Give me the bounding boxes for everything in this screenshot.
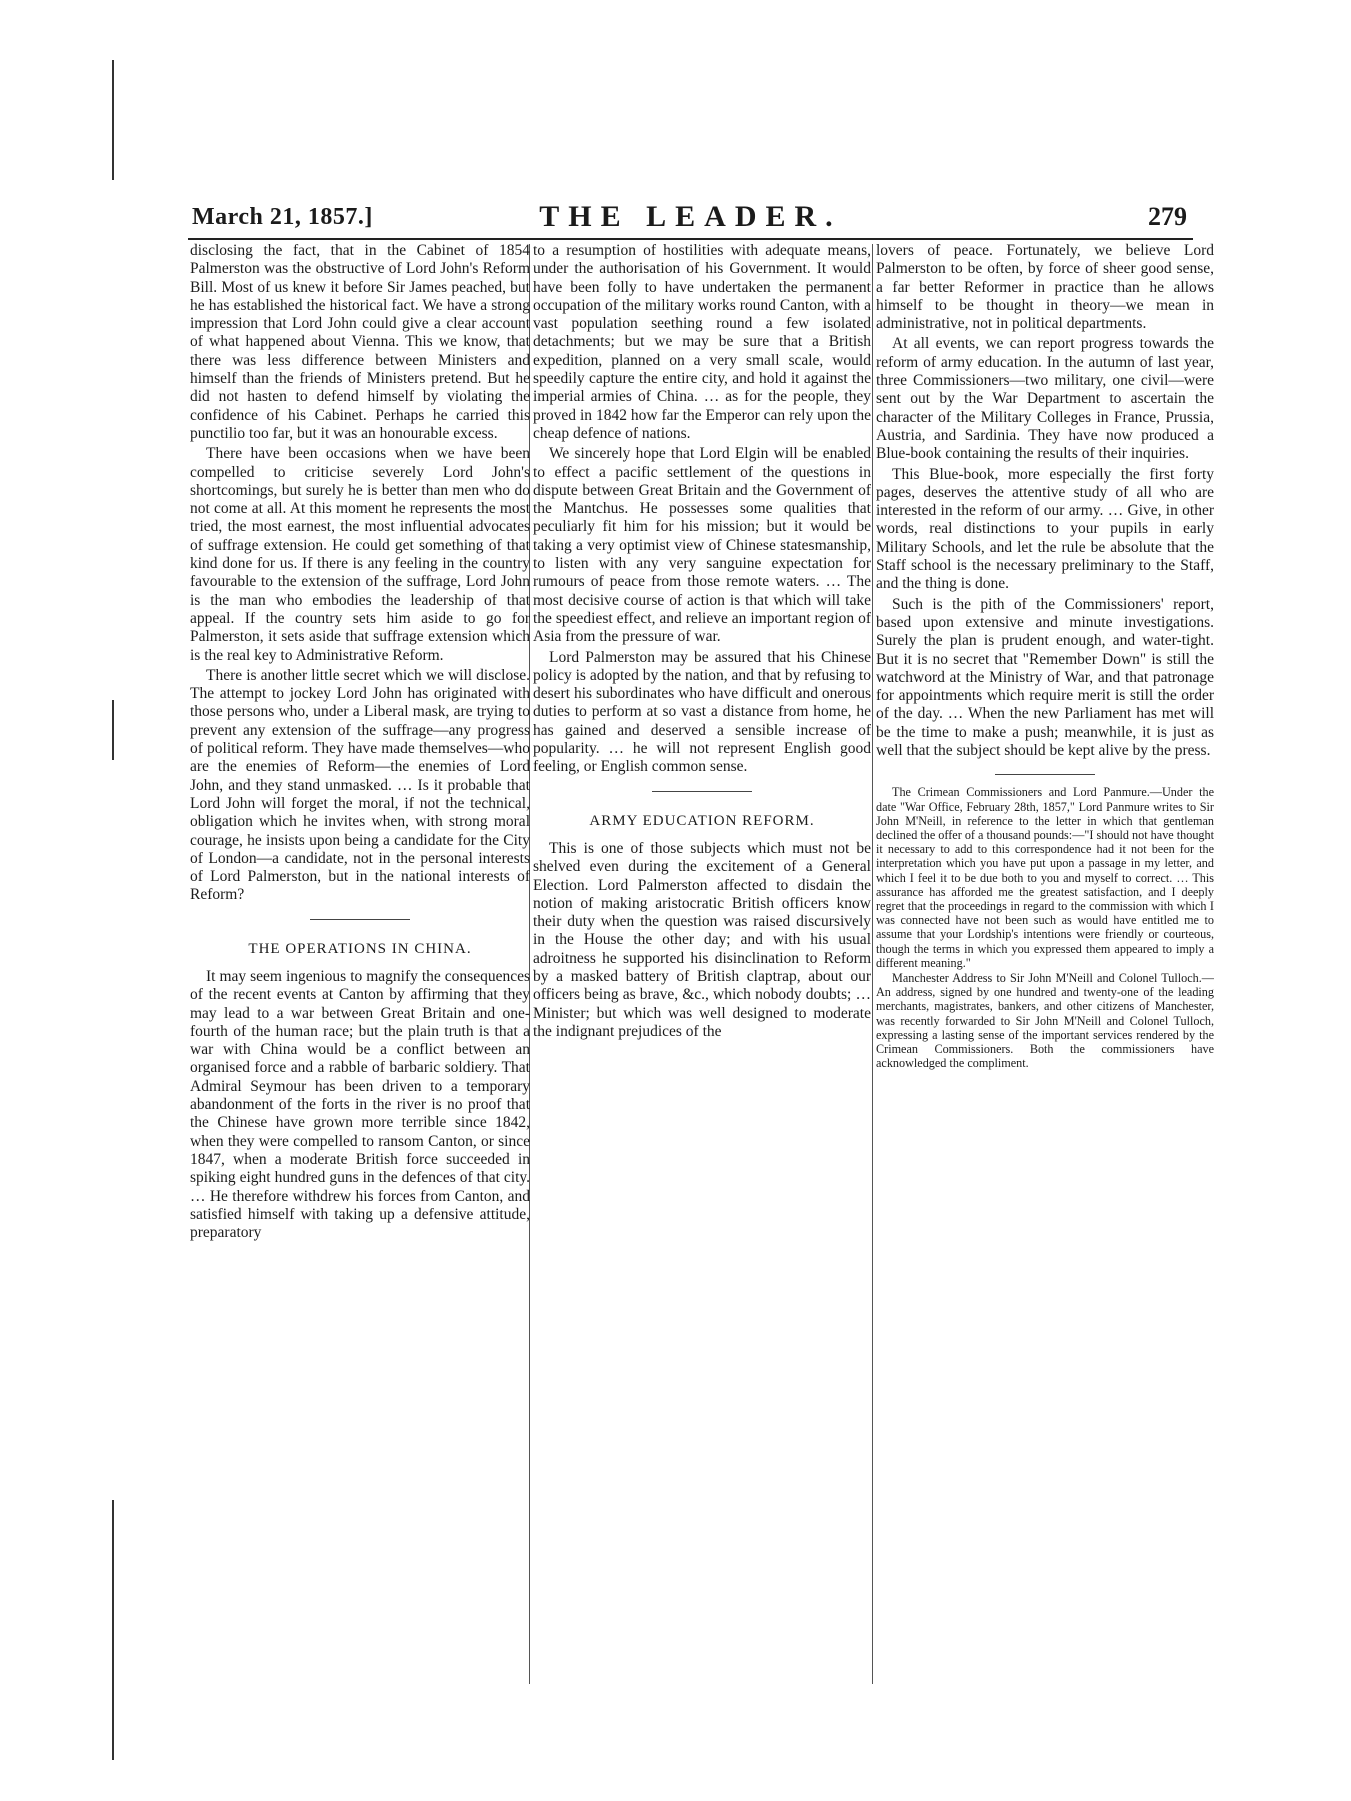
article-paragraph: This is one of those subjects which must not be shelved even during the excitement of a General Election. Lord Palmerston affected to disdain the notion of making aristocratic British officers know their duty when the question was raised discursively in the House the other day; and with his usual adroitness he supported his disinclination to Reform by a masked battery of British claptrap, about our officers being as brave, &c., which nobody doubts; … Minister; but which was well designed to moderate the indignant prejudices of the: [533, 839, 871, 1040]
article-paragraph: lovers of peace. Fortunately, we believe Lord Palmerston to be often, by force of sheer good sense, a far better Reformer in practice than he allows himself to be thought in theory—we mean in administrative, not in political departments.: [876, 242, 1214, 333]
section-heading: THE OPERATIONS IN CHINA.: [248, 940, 472, 957]
article-paragraph: This Blue-book, more especially the first forty pages, deserves the attentive study of all who are interested in the reform of our army. … Give, in other words, real distinctions to your pupils in early Military Schools, and let the rule be absolute that the Staff school is the necessary preliminary to the Staff, and the thing is done.: [876, 465, 1214, 593]
article-paragraph: to a resumption of hostilities with adequate means, under the authorisation of his Government. It would have been folly to have undertaken the permanent occupation of the military works round Canton, with a vast population seething round a few isolated detachments; but we may be sure that a British expedition, planned on a very small scale, would speedily capture the entire city, and hold it against the imperial armies of China. … as for the people, they proved in 1842 how far the Emperor can rely upon the cheap defence of nations.: [533, 242, 871, 442]
left-margin-mark: [112, 700, 114, 760]
article-paragraph: Such is the pith of the Commissioners' report, based upon extensive and minute investigations. Surely the plan is prudent enough, and water-tight. But it is no secret that "Remember Down" is still the watchword at the Ministry of War, and that patronage for appointments which require merit is still the order of the day. … When the new Parliament has met will be the time to make a push; meanwhile, it is just as well that the subject should be kept alive by the press.: [876, 595, 1214, 760]
news-note: Manchester Address to Sir John M'Neill and Colonel Tulloch.—An address, signed by one hundred and twenty-one of the leading merchants, magistrates, bankers, and other citizens of Manchester, was recently forwarded to Sir John M'Neill and Colonel Tulloch, expressing a lasting sense of the important services rendered by the Crimean Commissioners. Both the commissioners have acknowledged the compliment.: [876, 970, 1214, 1071]
article-paragraph: disclosing the fact, that in the Cabinet of 1854 Palmerston was the obstructive of Lord John's Reform Bill. Most of us knew it before Sir James peached, but he has established the historical fact. We have a strong impression that Lord John could give a clear account of what happened about Vienna. This we know, that there was less difference between Ministers and himself than the friends of Ministers pretend. But he did not hasten to defend himself by violating the confidence of his Cabinet. Perhaps he carried this punctilio too far, but it was an honourable excess.: [190, 242, 530, 442]
article-paragraph: There have been occasions when we have been compelled to criticise severely Lord John's shortcomings, but surely he is better than men who do not come at all. At this moment he represents the most tried, the most earnest, the most influential advocates of suffrage extension. He could get something of that kind done for us. If there is any feeling in the country favourable to the extension of the suffrage, Lord John is the man who embodies the leadership of that appeal. If the country sets him aside to go for Palmerston, it sets aside that suffrage extension which is the real key to Administrative Reform.: [190, 445, 530, 664]
left-margin-mark: [112, 1500, 114, 1760]
article-paragraph: It may seem ingenious to magnify the consequences of the recent events at Canton by affirming that they may lead to a war between Great Britain and one-fourth of the human race; but the plain truth is that a war with China would be a conflict between an organised force and a rabble of barbaric soldiery. That Admiral Seymour has been driven to a temporary abandonment of the forts in the river is no proof that the Chinese have grown more terrible since 1842, when they were compelled to ransom Canton, or since 1847, when a moderate British force succeeded in spiking eight hundred guns in the defences of that city. … He therefore withdrew his forces from Canton, and satisfied himself with taking up a defensive attitude, preparatory: [190, 967, 530, 1242]
news-note: The Crimean Commissioners and Lord Panmure.—Under the date "War Office, February 28th, 1857," Lord Panmure writes to Sir John M'Neill, in reference to the letter in which that gentleman declined the offer of a thousand pounds:—"I should not have thought it necessary to add to this correspondence had it not been for the interpretation which you have put upon a passage in my letter, and which I feel it to be due both to you and myself to correct. … This assurance has afforded me the greatest satisfaction, and I deeply regret that the proceedings in regard to the commission with which I was connected have not been such as would have entitled me to assume that your Lordship's intentions were friendly or courteous, though the terms in which you expressed them appeared to imply a different meaning.": [876, 785, 1214, 970]
page-number: 279: [1148, 202, 1187, 231]
column-1: [190, 242, 530, 1682]
section-divider: [652, 791, 752, 792]
masthead: [188, 198, 1193, 240]
column-2: [533, 242, 871, 1682]
news-notes: [876, 785, 1214, 1070]
issue-date: March 21, 1857.]: [192, 204, 373, 230]
column-rule: [872, 244, 873, 1684]
article-paragraph: We sincerely hope that Lord Elgin will be enabled to effect a pacific settlement of the questions in dispute between Great Britain and the Government of the Mantchus. He possesses some qualities that peculiarly fit him for his mission; but it would be taking a very optimist view of Chinese statesmanship, to listen with any very sanguine expectation for rumours of peace from those remote waters. … The most decisive course of action is that which will take the speediest effect, and relieve an important region of Asia from the pressure of war.: [533, 445, 871, 646]
newspaper-title: THE LEADER.: [539, 200, 842, 233]
section-divider: [310, 919, 410, 920]
article-paragraph: At all events, we can report progress towards the reform of army education. In the autumn of last year, three Commissioners—two military, one civil—were sent out by the War Department to ascertain the character of the Military Colleges in France, Prussia, Austria, and Sardinia. They have now produced a Blue-book containing the results of their inquiries.: [876, 335, 1214, 463]
left-margin-mark: [112, 60, 114, 180]
column-3: [876, 242, 1214, 1682]
article-paragraph: There is another little secret which we will disclose. The attempt to jockey Lord John has originated with those persons who, under a Liberal mask, are trying to prevent any extension of the suffrage—any progress of political reform. They have made themselves—who are the enemies of Reform—the enemies of Lord John, and they stand unmasked. … Is it probable that Lord John will forget the moral, if not the technical, obligation which he invites when, with strong moral courage, he insists upon being a candidate for the City of London—a candidate, not in the personal interests of Lord Palmerston, but in the national interests of Reform?: [190, 666, 530, 904]
section-heading: ARMY EDUCATION REFORM.: [589, 812, 815, 829]
article-paragraph: Lord Palmerston may be assured that his Chinese policy is adopted by the nation, and that by refusing to desert his subordinates who have difficult and onerous duties to perform at so vast a distance from home, he has gained and deserved a sensible increase of popularity. … he will not represent English good feeling, or English common sense.: [533, 648, 871, 776]
section-divider: [995, 774, 1095, 775]
